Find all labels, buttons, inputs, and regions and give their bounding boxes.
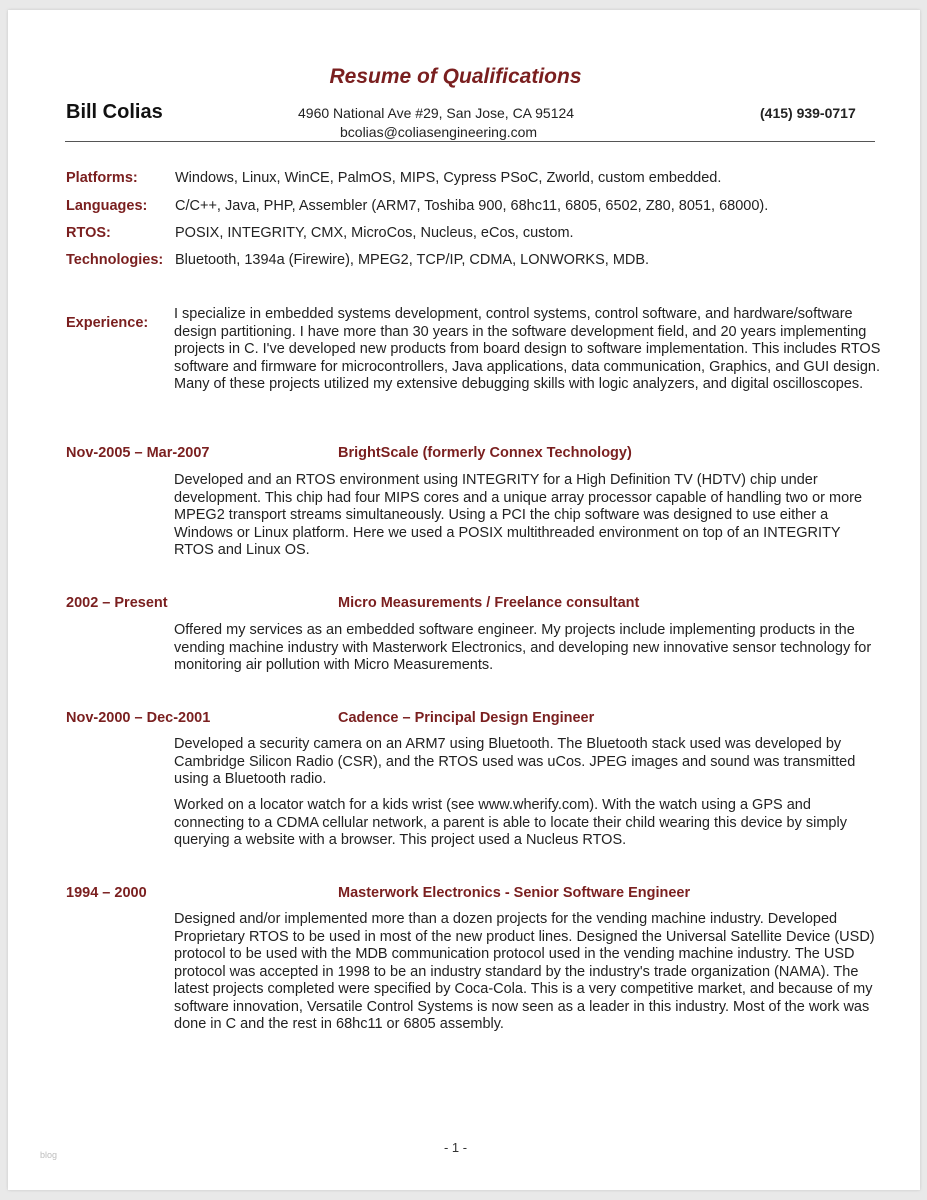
job-dates: 2002 – Present	[66, 595, 168, 611]
skill-value: POSIX, INTEGRITY, CMX, MicroCos, Nucleus, eCos, custom.	[175, 225, 574, 241]
job-description: Developed and an RTOS environment using INTEGRITY for a High Definition TV (HDTV) chip under development. This chip had four MIPS cores and a unique array processor capable of handling two or more MPEG2 transport streams simultaneously. Using a PCI the chip software was designed to use either a Windows or Linux platform. Here we used a POSIX multithreaded environment on top of an INTEGRITY RTOS and Linux OS.	[174, 472, 863, 558]
skill-label: RTOS:	[66, 225, 111, 241]
candidate-email: bcolias@coliasengineering.com	[340, 124, 538, 140]
job-title: BrightScale (formerly Connex Technology)	[338, 445, 632, 461]
job-description: Worked on a locator watch for a kids wrist (see www.wherify.com). With the watch using a GPS and connecting to a CDMA cellular network, a parent is able to locate their child wearing this device by simply querying a website with a browser. This project used a Nucleus RTOS.	[174, 797, 847, 848]
document-title: Resume of Qualifications	[329, 65, 582, 88]
skill-label: Platforms:	[66, 170, 138, 186]
job-description: Offered my services as an embedded software engineer. My projects include implementing products in the vending machine industry with Masterwork Electronics, and developing new innovative sensor technology for monitoring air pollution with Micro Measurements.	[174, 622, 872, 673]
candidate-address: 4960 National Ave #29, San Jose, CA 95124	[298, 105, 575, 121]
skill-row-languages	[66, 198, 768, 214]
job-title: Cadence – Principal Design Engineer	[338, 710, 595, 726]
job-dates: Nov-2005 – Mar-2007	[66, 445, 210, 461]
job-description: Developed a security camera on an ARM7 using Bluetooth. The Bluetooth stack used was developed by Cambridge Silicon Radio (CSR), and the RTOS used was uCos. JPEG images and sound was transmitted using a Bluetooth radio.	[174, 736, 856, 787]
skill-value: Windows, Linux, WinCE, PalmOS, MIPS, Cypress PSoC, Zworld, custom embedded.	[175, 170, 722, 186]
resume-page	[8, 10, 920, 1190]
skill-value: C/C++, Java, PHP, Assembler (ARM7, Toshiba 900, 68hc11, 6805, 6502, Z80, 8051, 68000).	[175, 198, 769, 214]
experience-label: Experience:	[66, 315, 149, 331]
job-title: Masterwork Electronics - Senior Software Engineer	[338, 885, 691, 901]
job-title: Micro Measurements / Freelance consultant	[338, 595, 640, 611]
skill-row-technologies	[66, 252, 649, 268]
watermark: blog	[40, 1150, 58, 1160]
header-divider	[65, 141, 875, 142]
skill-label: Technologies:	[66, 252, 164, 268]
candidate-name: Bill Colias	[66, 101, 163, 123]
experience-summary: I specialize in embedded systems development, control systems, control software, and hardware/software design partitioning. I have more than 30 years in the software development field, and 20 years implementing projects in C. I've developed new products from board design to software implementation. This includes RTOS software and firmware for microcontrollers, Java applications, data communication, Graphics, and GUI design. Many of these projects utilized my extensive debugging skills with logic analyzers, and digital oscilloscopes.	[174, 306, 881, 392]
skill-value: Bluetooth, 1394a (Firewire), MPEG2, TCP/IP, CDMA, LONWORKS, MDB.	[175, 252, 650, 268]
job-description: Designed and/or implemented more than a dozen projects for the vending machine industry. Developed Proprietary RTOS to be used in most of the new product lines. Designed the Universal Satellite Device (USD) protocol to be used with the MDB communication protocol used in the vending machine industry. The USD protocol was accepted in 1998 to be an industry standard by the industry's trade organization (NAMA). The latest projects completed were specified by Coca-Cola. This is a very competitive market, and because of my software innovation, Versatile Control Systems is now seen as a leader in this industry. Most of the work was done in C and the rest in 68hc11 or 6805 assembly.	[174, 911, 875, 1032]
skill-row-rtos	[66, 225, 574, 241]
skill-label: Languages:	[66, 198, 148, 214]
skill-row-platforms	[66, 170, 721, 186]
job-dates: 1994 – 2000	[66, 885, 147, 901]
job-dates: Nov-2000 – Dec-2001	[66, 710, 211, 726]
candidate-phone: (415) 939-0717	[760, 105, 856, 121]
page-number: - 1 -	[443, 1140, 468, 1155]
